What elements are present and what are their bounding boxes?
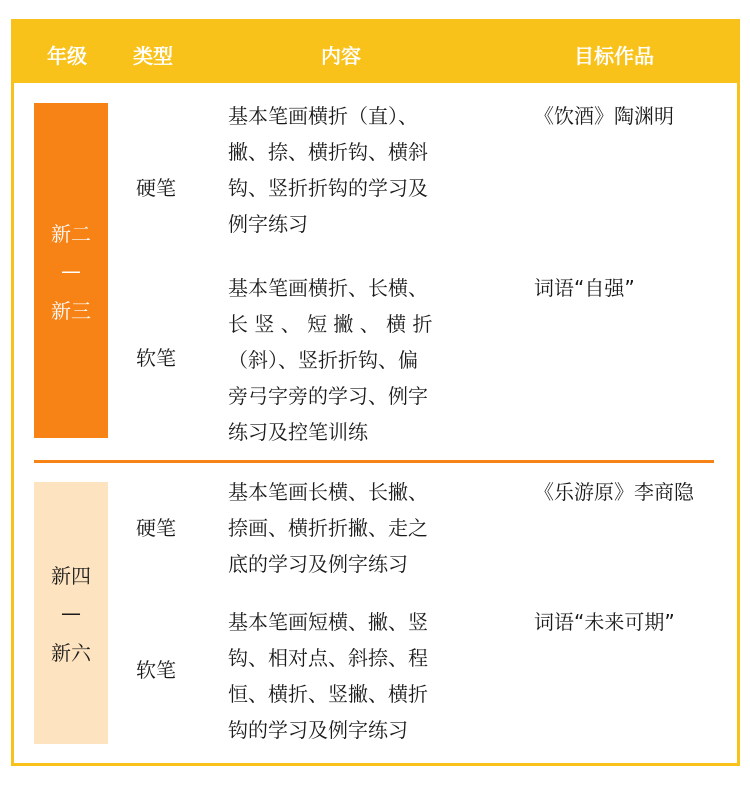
header-target: 目标作品 bbox=[574, 44, 654, 68]
content-line: 撇、捺、横折钩、横斜 bbox=[228, 140, 428, 164]
header-type: 类型 bbox=[133, 44, 173, 68]
row-target: 词语“自强” bbox=[534, 276, 635, 300]
grade-dash: — bbox=[61, 601, 81, 625]
content-line: 基本笔画横折（直）、 bbox=[228, 104, 418, 128]
grade-dash: — bbox=[61, 258, 81, 283]
row-target: 词语“未来可期” bbox=[534, 610, 675, 634]
content-line: 练习及控笔训练 bbox=[228, 420, 368, 444]
content-line: 钩、竖折折钩的学习及 bbox=[228, 176, 428, 200]
content-line: 钩、相对点、斜捺、程 bbox=[228, 646, 428, 670]
grade-to: 新六 bbox=[51, 641, 91, 665]
row-type: 硬笔 bbox=[136, 176, 176, 200]
row-type: 软笔 bbox=[136, 346, 176, 370]
grade-to: 新三 bbox=[51, 298, 91, 323]
content-line: 底的学习及例字练习 bbox=[228, 552, 408, 576]
content-line: 基本笔画横折、长横、 bbox=[228, 276, 428, 300]
content-line: 基本笔画长横、长撇、 bbox=[228, 480, 428, 504]
grade-group-2 bbox=[34, 482, 108, 744]
header-grade: 年级 bbox=[47, 44, 87, 68]
content-line: （斜）、竖折折钩、偏 bbox=[228, 348, 418, 372]
row-content bbox=[228, 270, 498, 450]
content-line: 旁弓字旁的学习、例字 bbox=[228, 384, 428, 408]
row-content bbox=[228, 98, 498, 242]
content-line: 例字练习 bbox=[228, 212, 308, 236]
content-line: 恒、横折、竖撇、横折 bbox=[228, 682, 428, 706]
content-line: 钩的学习及例字练习 bbox=[228, 718, 408, 742]
content-line: 基本笔画短横、撇、竖 bbox=[228, 610, 428, 634]
header-content: 内容 bbox=[321, 44, 361, 68]
row-content bbox=[228, 604, 498, 748]
group-divider bbox=[34, 460, 714, 463]
row-type: 硬笔 bbox=[136, 516, 176, 540]
content-line: 捺画、横折折撇、走之 bbox=[228, 516, 428, 540]
content-line: 长 竖 、 短 撇 、 横 折 bbox=[228, 312, 433, 336]
row-target: 《饮酒》陶渊明 bbox=[534, 104, 674, 128]
table-header bbox=[14, 22, 737, 83]
row-target: 《乐游原》李商隐 bbox=[534, 480, 694, 504]
grade-group-1 bbox=[34, 103, 108, 438]
grade-from: 新二 bbox=[51, 221, 91, 246]
row-content bbox=[228, 474, 498, 582]
curriculum-table bbox=[11, 19, 740, 766]
row-type: 软笔 bbox=[136, 658, 176, 682]
grade-from: 新四 bbox=[51, 564, 91, 588]
